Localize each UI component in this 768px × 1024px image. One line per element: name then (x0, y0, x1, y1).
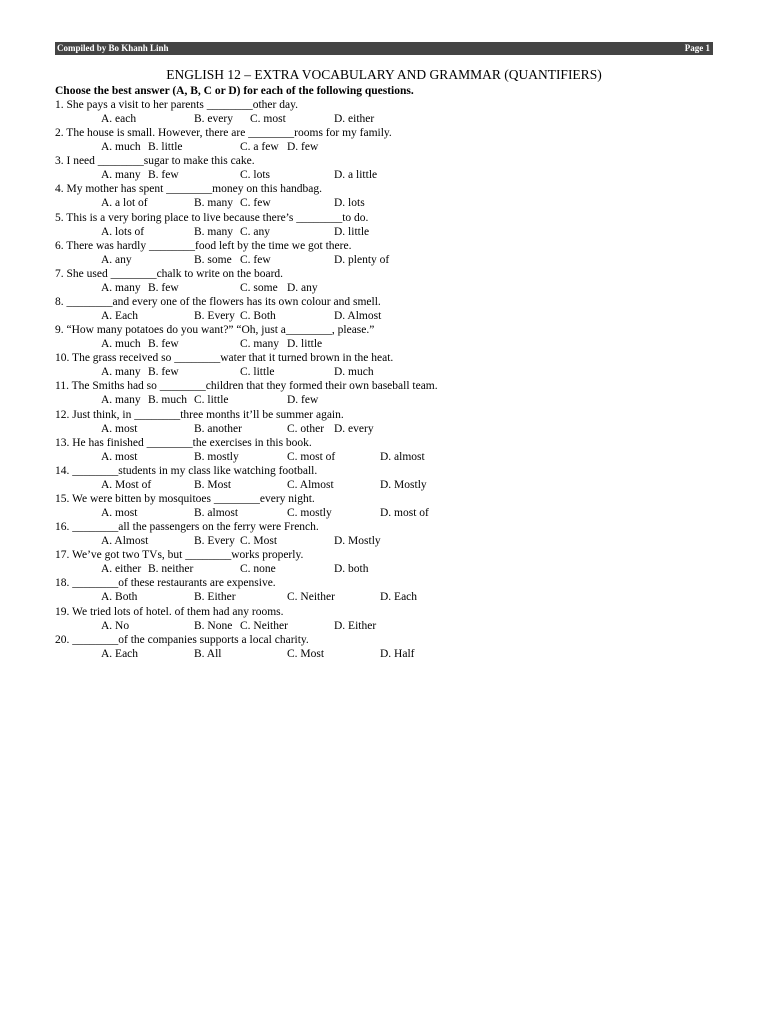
question-text: 13. He has finished ________the exercises in this book. (55, 436, 312, 449)
answer-option-d: D. any (287, 281, 318, 294)
answer-option-c: C. other (287, 422, 325, 435)
answer-option-b: B. few (148, 366, 179, 379)
question-text: 6. There was hardly ________food left by the time we got there. (55, 239, 352, 252)
answer-option-b: B. few (148, 281, 179, 294)
question-item (55, 436, 735, 464)
answer-option-d: D. few (287, 141, 319, 154)
answer-option-a: A. Most of (101, 478, 152, 491)
answer-option-a: A. any (101, 253, 132, 266)
question-item (55, 408, 735, 436)
answer-option-a: A. Both (101, 591, 138, 604)
answer-option-c: C. any (240, 225, 271, 238)
answer-option-b: B. Every (194, 309, 235, 322)
answer-option-d: D. Almost (334, 309, 382, 322)
answer-option-c: C. Both (240, 309, 276, 322)
question-item (55, 126, 735, 154)
answer-option-d: D. almost (380, 450, 425, 463)
answer-option-a: A. most (101, 450, 138, 463)
answer-option-b: B. Every (194, 535, 235, 548)
question-item (55, 154, 735, 182)
answer-option-c: C. Most (240, 535, 278, 548)
answer-options (55, 253, 735, 267)
answer-options (55, 562, 735, 576)
answer-options (55, 140, 735, 154)
answer-option-c: C. little (194, 394, 229, 407)
answer-option-b: B. many (194, 197, 233, 210)
answer-option-b: B. some (194, 253, 232, 266)
answer-option-b: B. few (148, 338, 179, 351)
page-number: Page 1 (684, 43, 710, 53)
answer-option-b: B. mostly (194, 450, 239, 463)
answer-option-b: B. All (194, 647, 222, 660)
answer-option-a: A. Almost (101, 535, 149, 548)
question-text: 17. We’ve got two TVs, but ________works properly. (55, 549, 304, 562)
answer-option-a: A. many (101, 394, 141, 407)
question-text: 9. “How many potatoes do you want?” “Oh, just a________, please.” (55, 324, 375, 337)
answer-options (55, 590, 735, 604)
question-item (55, 267, 735, 295)
question-item (55, 351, 735, 379)
answer-option-d: D. Each (380, 591, 418, 604)
answer-option-a: A. much (101, 141, 141, 154)
question-text: 16. ________all the passengers on the ferry were French. (55, 521, 319, 534)
answer-option-c: C. Most (287, 647, 325, 660)
answer-option-c: C. most of (287, 450, 336, 463)
question-text: 4. My mother has spent ________money on this handbag. (55, 183, 323, 196)
answer-option-b: B. few (148, 169, 179, 182)
answer-options (55, 196, 735, 210)
answer-options (55, 365, 735, 379)
answer-options (55, 168, 735, 182)
answer-option-c: C. lots (240, 169, 271, 182)
answer-option-d: D. plenty of (334, 253, 390, 266)
question-text: 19. We tried lots of hotel. of them had any rooms. (55, 605, 284, 618)
question-text: 12. Just think, in ________three months it’ll be summer again. (55, 408, 344, 421)
answer-option-d: D. few (287, 394, 319, 407)
answer-options (55, 225, 735, 239)
answer-option-d: D. either (334, 113, 375, 125)
answer-options (55, 281, 735, 295)
answer-option-b: B. Either (194, 591, 236, 604)
answer-option-c: C. a few (240, 141, 279, 154)
answer-option-d: D. lots (334, 197, 365, 210)
answer-options (55, 450, 735, 464)
answer-option-c: C. many (240, 338, 279, 351)
answer-option-b: B. Most (194, 478, 232, 491)
question-text: 2. The house is small. However, there are ________rooms for my family. (55, 127, 392, 140)
answer-options (55, 647, 735, 661)
question-item (55, 548, 735, 576)
answer-option-a: A. many (101, 281, 141, 294)
question-text: 1. She pays a visit to her parents ________other day. (55, 99, 298, 111)
answer-option-a: A. lots of (101, 225, 145, 238)
question-text: 5. This is a very boring place to live because there’s ________to do. (55, 211, 369, 224)
answer-options (55, 112, 735, 126)
answer-options (55, 534, 735, 548)
answer-option-d: D. Mostly (334, 535, 381, 548)
question-item (55, 492, 735, 520)
answer-option-d: D. every (334, 422, 374, 435)
question-text: 8. ________and every one of the flowers has its own colour and smell. (55, 295, 381, 308)
answer-option-c: C. Neither (287, 591, 335, 604)
answer-option-d: D. little (287, 338, 323, 351)
question-item (55, 182, 735, 210)
question-text: 20. ________of the companies supports a local charity. (55, 633, 309, 646)
answer-option-a: A. most (101, 506, 138, 519)
answer-options (55, 393, 735, 407)
answer-option-d: D. Mostly (380, 478, 427, 491)
question-item (55, 605, 735, 633)
question-text: 14. ________students in my class like watching football. (55, 464, 318, 477)
header-bar (55, 42, 713, 55)
answer-option-c: C. few (240, 253, 271, 266)
answer-option-d: D. little (334, 225, 370, 238)
answer-option-b: B. little (148, 141, 183, 154)
answer-option-b: B. every (194, 113, 233, 125)
answer-option-c: C. mostly (287, 506, 332, 519)
answer-option-a: A. most (101, 422, 138, 435)
answer-option-d: D. both (334, 563, 369, 576)
question-item (55, 633, 735, 661)
question-text: 10. The grass received so ________water that it turned brown in the heat. (55, 352, 394, 365)
answer-options (55, 422, 735, 436)
question-item (55, 295, 735, 323)
document-title: ENGLISH 12 – EXTRA VOCABULARY AND GRAMMAR (QUANTIFIERS) (166, 67, 602, 82)
question-text: 18. ________of these restaurants are expensive. (55, 577, 276, 590)
answer-option-a: A. each (101, 113, 137, 125)
question-text: 11. The Smiths had so ________children that they formed their own baseball team. (55, 380, 438, 393)
answer-option-a: A. Each (101, 647, 139, 660)
answer-option-b: B. much (148, 394, 187, 407)
question-text: 7. She used ________chalk to write on the board. (55, 267, 284, 280)
answer-option-b: B. many (194, 225, 233, 238)
question-item (55, 211, 735, 239)
answer-option-b: B. neither (148, 563, 194, 576)
answer-option-c: C. few (240, 197, 271, 210)
answer-option-a: A. many (101, 169, 141, 182)
question-item (55, 239, 735, 267)
answer-option-c: C. most (250, 113, 286, 125)
question-list (55, 98, 735, 661)
answer-options (55, 337, 735, 351)
question-item (55, 520, 735, 548)
question-item (55, 98, 735, 126)
answer-option-d: D. much (334, 366, 374, 379)
answer-option-a: A. many (101, 366, 141, 379)
answer-option-a: A. a lot of (101, 197, 148, 210)
answer-option-d: D. a little (334, 169, 378, 182)
instructions: Choose the best answer (A, B, C or D) for each of the following questions. (55, 85, 414, 97)
answer-options (55, 309, 735, 323)
answer-option-d: D. most of (380, 506, 429, 519)
answer-option-b: B. another (194, 422, 242, 435)
answer-options (55, 478, 735, 492)
answer-option-b: B. almost (194, 506, 239, 519)
answer-option-a: A. either (101, 563, 142, 576)
question-item (55, 323, 735, 351)
answer-option-d: D. Either (334, 619, 377, 632)
answer-option-c: C. none (240, 563, 276, 576)
answer-options (55, 506, 735, 520)
question-item (55, 464, 735, 492)
answer-option-a: A. Each (101, 309, 139, 322)
answer-option-d: D. Half (380, 647, 415, 660)
answer-option-c: C. Neither (240, 619, 288, 632)
compiler-credit: Compiled by Bo Khanh Linh (57, 43, 169, 53)
answer-option-a: A. No (101, 619, 130, 632)
question-text: 15. We were bitten by mosquitoes ________every night. (55, 492, 315, 505)
question-item (55, 576, 735, 604)
answer-options (55, 619, 735, 633)
answer-option-a: A. much (101, 338, 141, 351)
question-item (55, 379, 735, 407)
answer-option-b: B. None (194, 619, 233, 632)
answer-option-c: C. some (240, 281, 278, 294)
answer-option-c: C. little (240, 366, 275, 379)
answer-option-c: C. Almost (287, 478, 334, 491)
question-text: 3. I need ________sugar to make this cake. (55, 155, 255, 168)
